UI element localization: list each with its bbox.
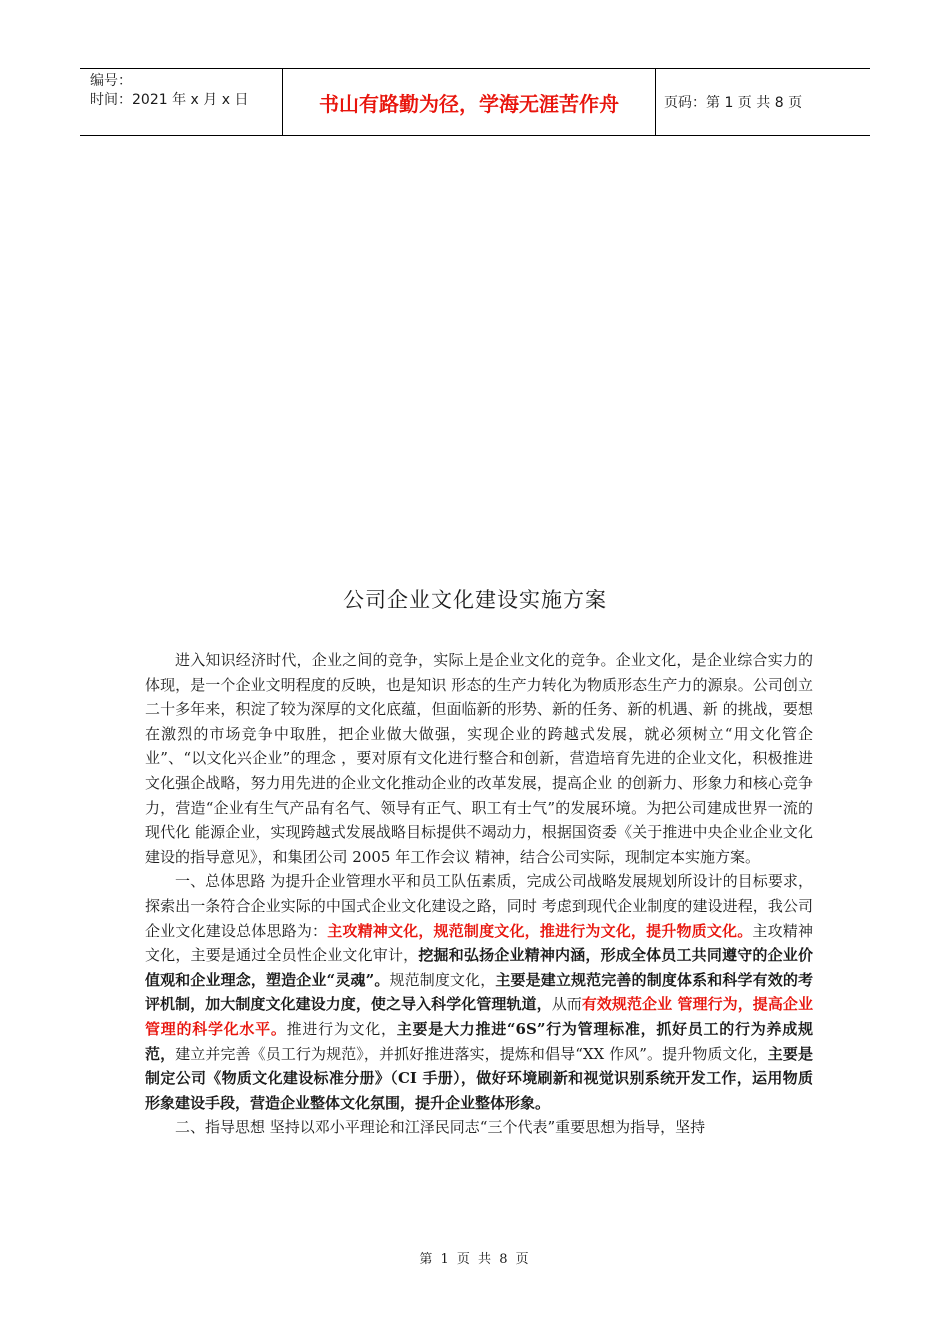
highlight-bold: 主要是制定公司《物质文化建设标准分册》（CI 手册），做好环境刷新和视觉识别系统开发工作，运用物质形象建设手段，营造企业整体文化氛围，提升企业整体形象。 [145, 1044, 813, 1112]
highlight-red: 有效规范企业 管理行为，提高企业管理的科学化水平。 [145, 995, 813, 1038]
header-motto: 书山有路勤为径，学海无涯苦作舟 [282, 69, 656, 135]
text-run: 建立并完善《员工行为规范》，并抓好推进落实，提炼和倡导“XX 作风”。提升物质文化， [175, 1044, 768, 1063]
page-footer: 第 1 页 共 8 页 [419, 1252, 531, 1267]
text-run: 主攻精神文化，主要是通过全员性企业文化审计， [145, 921, 813, 965]
document-title: 公司企业文化建设实施方案 [343, 588, 607, 612]
document-body [145, 648, 813, 1140]
highlight-bold: 主要是大力推进“6S”行为管理标准，抓好员工的行为养成规范， [145, 1019, 813, 1063]
text-run: 规范制度文化， [389, 970, 496, 989]
highlight-bold: 挖掘和弘扬企业精神内涵，形成全体员工共同遵守的企业价值观和企业理念，塑造企业“灵魂”。 [145, 946, 813, 989]
paragraph-guiding-ideology: 二、指导思想 坚持以邓小平理论和江泽民同志“三个代表”重要思想为指导，坚持 [175, 1118, 706, 1137]
paragraph-overall-approach [145, 869, 813, 1115]
code-label: 编号： [90, 73, 132, 89]
paragraph-intro: 进入知识经济时代，企业之间的竞争，实际上是企业文化的竞争。企业文化，是企业综合实力的体现，是一个企业文明程度的反映，也是知识 形态的生产力转化为物质形态生产力的源泉。公司创立二十多年来，积淀了较为深厚的文化底蕴，但面临新的形势、新的任务、新的机遇、新 的挑战，要想在激烈的市场竞争中取胜，把企业做大做强，实现企业的跨越式发展，就必须树立“用文化管企业”、“以文化兴企业”的理念 ，要对原有文化进行整合和创新，营造培育先进的企业文化，积极推进文化强企战略，努力用先进的企业文化推动企业的改革发展，提高企业 的创新力、形象力和核心竞争力，营造“企业有生气产品有名气、领导有正气、职工有士气”的发展环境。为把公司建成世界一流的现代化 能源企业，实现跨越式发展战略目标提供不竭动力，根据国资委《关于推进中央企业企业文化建设的指导意见》，和集团公司 2005 年工作会议 精神，结合公司实际，现制定本实施方案。 [145, 651, 813, 866]
time-line: 时间：2021 年 x 月 x 日 [90, 92, 249, 108]
highlight-bold: 主要是建立规范完善的制度体系和科学有效的考评机制，加大制度文化建设力度，使之导入科学化管理轨道， [145, 970, 813, 1014]
text-run: 推进行为文化， [286, 1019, 397, 1038]
text-run: 从而 [551, 995, 582, 1014]
text-run: 一、总体思路 为提升企业管理水平和员工队伍素质，完成公司战略发展规划所设计的目标要求，探索出一条符合企业实际的中国式企业文化建设之路，同时 考虑到现代企业制度的建设进程，我公司企业文化建设总体思路为： [145, 872, 813, 940]
header-page-info: 页码：第 1 页 共 8 页 [664, 95, 803, 111]
header-meta [80, 69, 282, 135]
page-header [80, 68, 870, 136]
highlight-red: 主攻精神文化，规范制度文化，推进行为文化，提升物质文化。 [327, 921, 753, 940]
